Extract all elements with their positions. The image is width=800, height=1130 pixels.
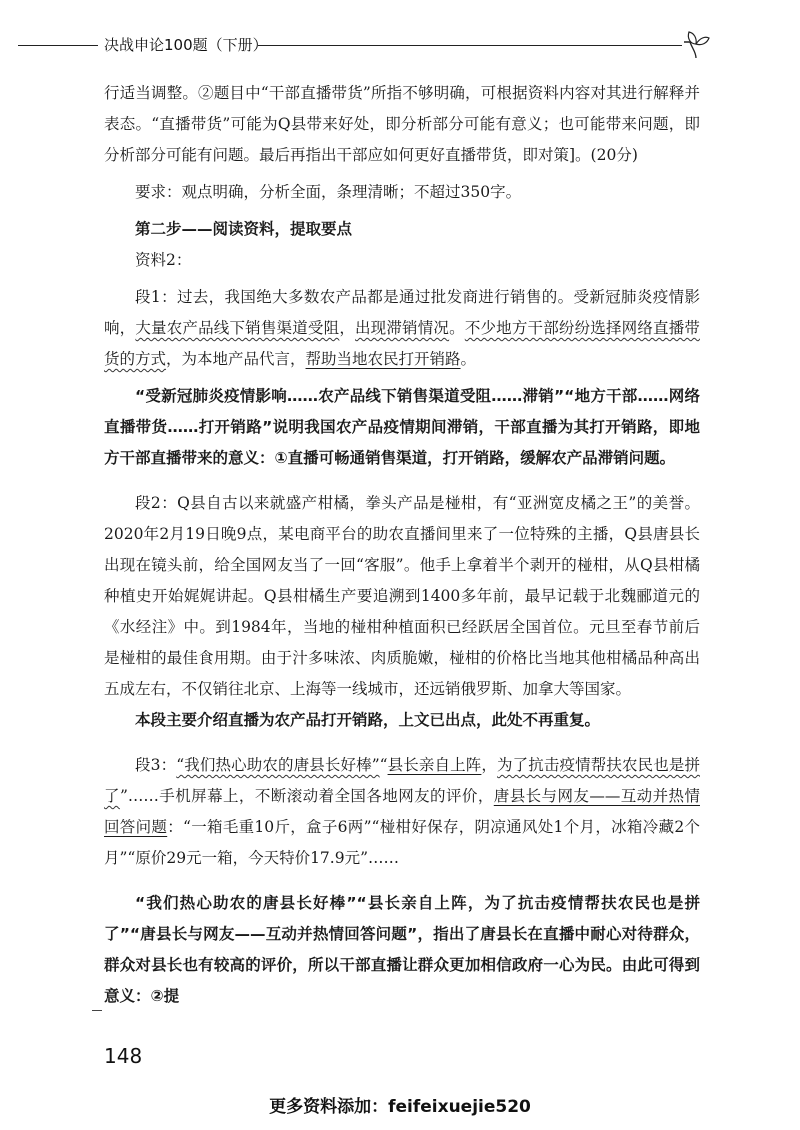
margin-mark [92, 1010, 102, 1011]
paragraph-continuation: 行适当调整。②题目中“干部直播带货”所指不够明确，可根据资料内容对其进行解释并表态。“直播带货”可能为Q县带来好处，即分析部分可能有意义；也可能带来问题，即分析部分可能有问题。最后再指出干部应如何更好直播带货，即对策]。(20分) [104, 84, 700, 164]
analysis-3: “我们热心助农的唐县长好棒”“县长亲自上阵，为了抗击疫情帮扶农民也是拼了”“唐县长与网友——互动并热情回答问题”，指出了唐县长在直播中耐心对待群众，群众对县长也有较高的评价，所以干部直播让群众更加相信政府一心为民。由此可得到意义：②提 [104, 894, 700, 1005]
segment-2: 段2：Q县自古以来就盛产柑橘，拳头产品是椪柑，有“亚洲宽皮橘之王”的美誉。2020年2月19日晚9点，某电商平台的助农直播间里来了一位特殊的主播，Q县唐县长出现在镜头前，给全国网友当了一回“客服”。他手上拿着半个剥开的椪柑，从Q县柑橘种植史开始娓娓讲起。Q县柑橘生产要追溯到1400多年前，最早记载于北魏郦道元的《水经注》中。到1984年，当地的椪柑种植面积已经跃居全国首位。元旦至春节前后是椪柑的最佳食用期。由于汁多味浓、肉质脆嫩，椪柑的价格比当地其他柑橘品种高出五成左右，不仅销往北京、上海等一线城市，还远销俄罗斯、加拿大等国家。 [104, 494, 700, 698]
footer-note: 更多资料添加：feifeixuejie520 [269, 1097, 531, 1117]
segment-1: 段1：过去，我国绝大多数农产品都是通过批发商进行销售的。受新冠肺炎疫情影响，大量农产品线下销售渠道受阻，出现滞销情况。不少地方干部纷纷选择网络直播带货的方式，为本地产品代言，帮助当地农民打开销路。 [104, 288, 700, 368]
sprout-icon [680, 26, 712, 60]
analysis-1: “受新冠肺炎疫情影响……农产品线下销售渠道受阻……滞销”“地方干部……网络直播带货……打开销路”说明我国农产品疫情期间滞销，干部直播为其打开销路，即地方干部直播带来的意义：①直播可畅通销售渠道，打开销路，缓解农产品滞销问题。 [104, 387, 700, 467]
running-header [0, 30, 800, 60]
book-title: 决战申论100题（下册） [104, 36, 268, 54]
page-body [104, 78, 700, 1012]
header-rule-left [18, 45, 98, 46]
analysis-2: 本段主要介绍直播为农产品打开销路，上文已出点，此处不再重复。 [135, 711, 601, 729]
header-rule-right [258, 45, 682, 46]
page-number: 148 [104, 1044, 143, 1068]
material-label: 资料2： [135, 251, 192, 269]
segment-3: 段3：“我们热心助农的唐县长好棒”“县长亲自上阵，为了抗击疫情帮扶农民也是拼了”……手机屏幕上，不断滚动着全国各地网友的评价，唐县长与网友——互动并热情回答问题：“一箱毛重10斤，盒子6两”“椪柑好保存，阴凉通风处1个月，冰箱冷藏2个月”“原价29元一箱，今天特价17.9元”…… [104, 756, 700, 867]
step-heading: 第二步——阅读资料，提取要点 [135, 220, 353, 238]
requirement-text: 要求：观点明确，分析全面，条理清晰；不超过350字。 [135, 183, 522, 201]
